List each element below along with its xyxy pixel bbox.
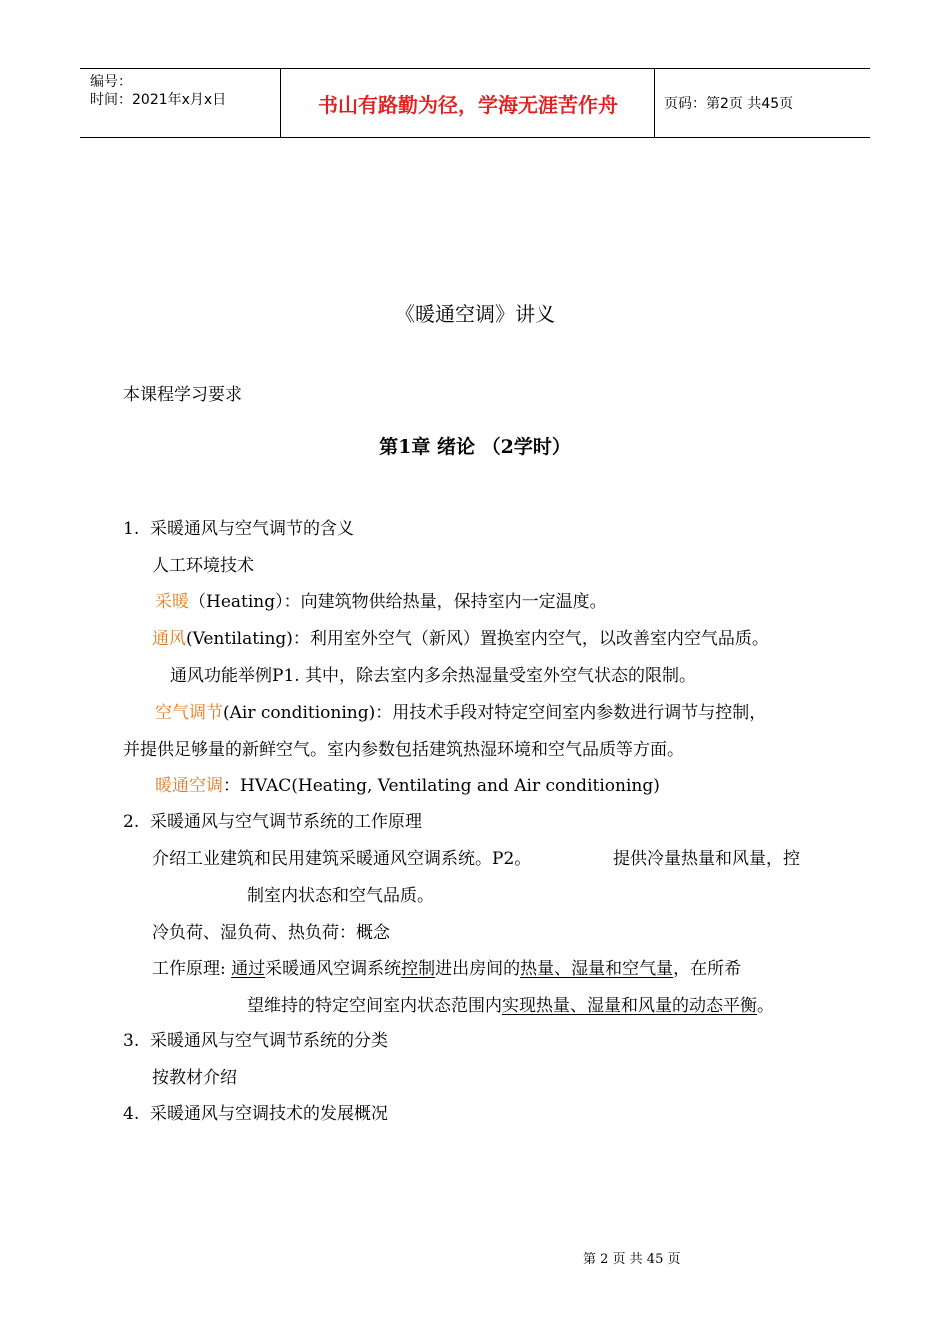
principle-text: 望维持的特定空间室内状态范围内 [247,996,502,1016]
principle-text: ，在所希 [673,959,742,979]
number-label: 编号： [90,74,132,90]
course-requirements: 本课程学习要求 [123,385,242,405]
term-ventilation: 通风 [152,629,186,649]
page-footer: 第 2 页 共 45 页 [583,1252,681,1267]
system-intro-cont: 制室内状态和空气品质。 [247,886,434,906]
document-header [80,68,870,138]
principle-text: 采暖通风空调系统 [265,959,402,979]
loads-line: 冷负荷、湿负荷、热负荷：概念 [152,923,390,943]
definition-text: （Heating）：向建筑物供给热量，保持室内一定温度。 [189,592,607,612]
section-title: 采暖通风与空气调节的含义 [150,519,355,539]
classification-text: 按教材介绍 [152,1068,237,1088]
ventilation-definition [152,628,769,650]
ac-definition [155,702,766,724]
section-1-heading [123,518,354,540]
underlined-text: 实现热量、湿量和风量的动态平衡 [502,996,757,1016]
hvac-definition [155,775,660,797]
section-number: 3. [123,1031,140,1051]
section-number: 2. [123,812,140,832]
section-4-heading [123,1103,388,1125]
section-title: 采暖通风与空气调节系统的分类 [150,1031,389,1051]
principle-label: 工作原理: [152,959,232,979]
principle-text: 进出房间的 [435,959,521,979]
section-2-heading [123,811,422,833]
intro-line: 人工环境技术 [152,556,254,576]
section-number: 1. [123,519,140,539]
definition-text: ：HVAC(Heating, Ventilating and Air conditioning) [223,776,660,796]
ac-definition-cont: 并提供足够量的新鲜空气。室内参数包括建筑热湿环境和空气品质等方面。 [123,740,684,760]
term-heating: 采暖 [155,592,189,612]
section-3-heading [123,1030,388,1052]
system-intro-b: 提供冷量热量和风量，控 [613,849,800,869]
principle-line [152,958,741,980]
ventilation-example: 通风功能举例P1. 其中，除去室内多余热湿量受室外空气状态的限制。 [170,666,697,686]
header-motto: 书山有路勤为径，学海无涯苦作舟 [318,92,618,117]
document-title: 《暖通空调》讲义 [395,302,555,326]
term-ac: 空气调节 [155,703,223,723]
underlined-text: 通过 [231,959,266,979]
section-title: 采暖通风与空调技术的发展概况 [150,1104,389,1124]
underlined-text: 控制 [401,959,436,979]
principle-text: 。 [757,996,774,1016]
header-divider [654,69,655,137]
underlined-text: 热量、湿量和空气量 [520,959,674,979]
time-label: 时间：2021年x月x日 [90,92,227,108]
term-hvac: 暖通空调 [155,776,223,796]
header-page-info: 页码：第2页 共45页 [664,96,794,112]
principle-line-cont [247,995,774,1017]
chapter-heading: 第1章 绪论 （2学时） [379,436,571,458]
heating-definition [155,591,607,613]
system-intro: 介绍工业建筑和民用建筑采暖通风空调系统。P2。 [152,849,532,869]
definition-text: (Air conditioning)：用技术手段对特定空间室内参数进行调节与控制， [223,703,767,723]
section-title: 采暖通风与空气调节系统的工作原理 [150,812,423,832]
header-meta [90,73,226,109]
header-divider [280,69,281,137]
section-number: 4. [123,1104,140,1124]
definition-text: (Ventilating)：利用室外空气（新风）置换室内空气，以改善室内空气品质。 [186,629,769,649]
